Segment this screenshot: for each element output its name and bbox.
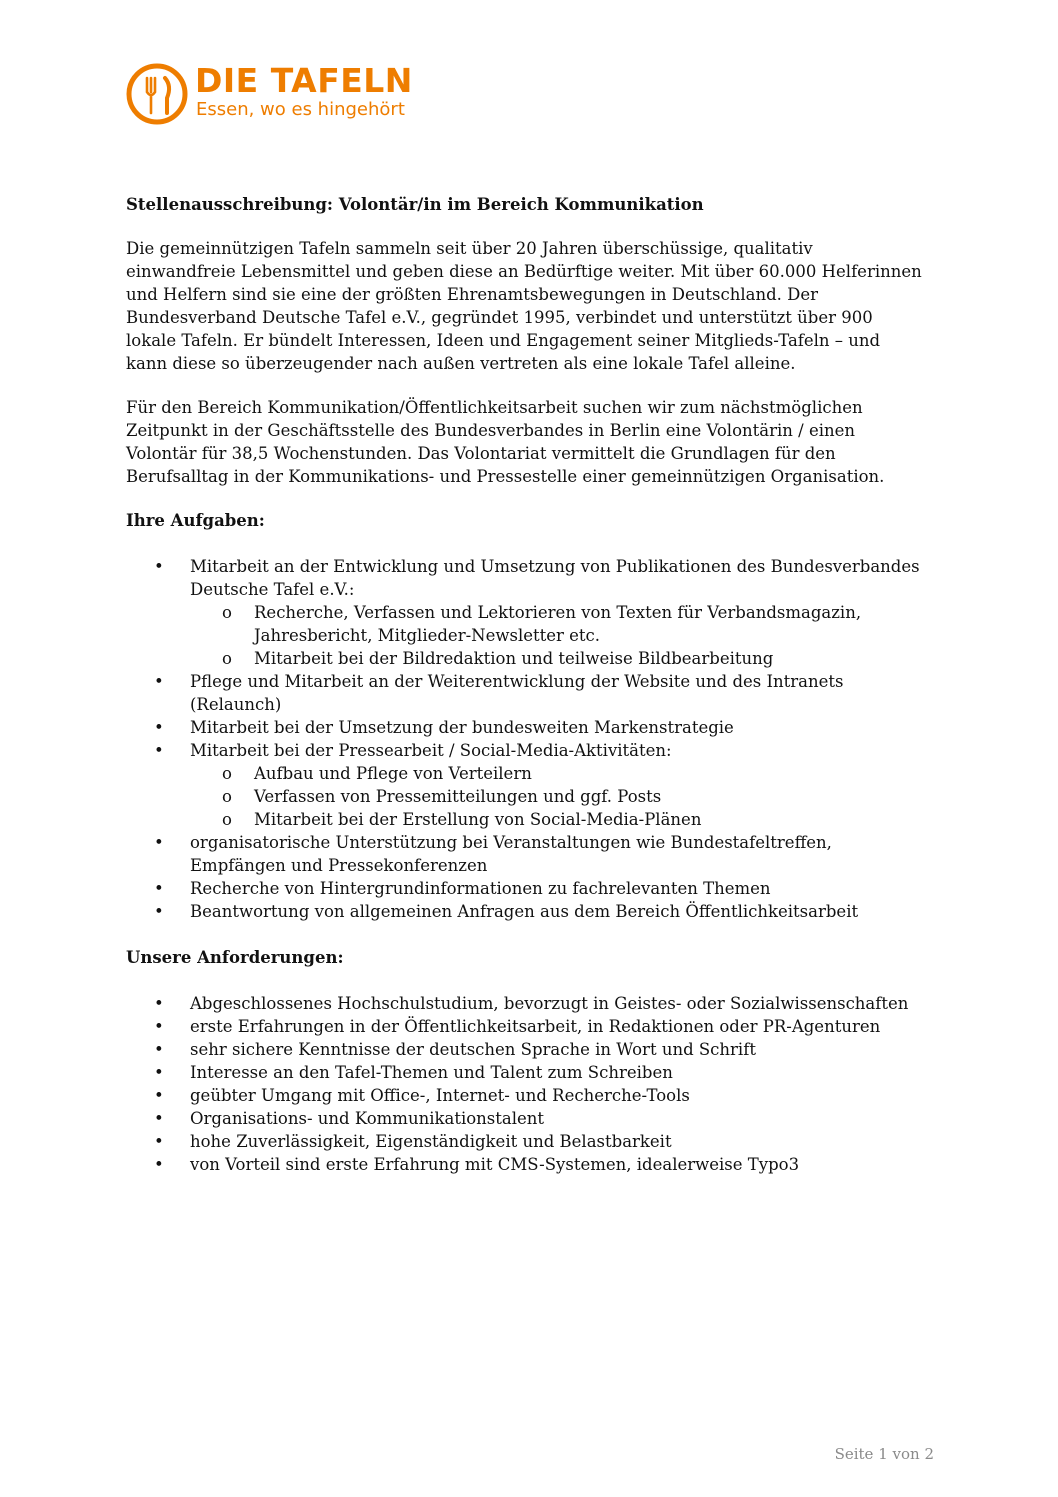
list-item-text: Mitarbeit bei der Pressearbeit / Social-Media-Aktivitäten: xyxy=(190,741,672,760)
list-item: • Pflege und Mitarbeit an der Weiterentwicklung der Website und des Intranets (Relaunch) xyxy=(126,670,926,716)
sub-list xyxy=(190,762,926,831)
sub-list-item: o Mitarbeit bei der Erstellung von Social-Media-Plänen xyxy=(190,808,926,831)
list-item: • von Vorteil sind erste Erfahrung mit CMS-Systemen, idealerweise Typo3 xyxy=(126,1153,926,1176)
tasks-title: Ihre Aufgaben: xyxy=(126,511,265,530)
fork-knife-circle-icon xyxy=(125,62,189,126)
list-item: • hohe Zuverlässigkeit, Eigenständigkeit und Belastbarkeit xyxy=(126,1130,926,1153)
logo-title: DIE TAFELN xyxy=(195,61,413,100)
list-item: • Recherche von Hintergrundinformationen zu fachrelevanten Themen xyxy=(126,877,926,900)
sub-list-item: o Aufbau und Pflege von Verteilern xyxy=(190,762,926,785)
intro-paragraph: Die gemeinnützigen Tafeln sammeln seit über 20 Jahren überschüssige, qualitativ einwandfreie Lebensmittel und geben diese an Bedürftige weiter. Mit über 60.000 Helferinnen und Helfern sind sie eine der größten Ehrenamtsbewegungen in Deutschland. Der Bundesverband Deutsche Tafel e.V., gegründet 1995, verbindet und unterstützt über 900 lokale Tafeln. Er bündelt Interessen, Ideen und Engagement seiner Mitglieds-Tafeln – und kann diese so überzeugender nach außen vertreten als eine lokale Tafel alleine. xyxy=(126,239,922,373)
list-item xyxy=(126,739,926,831)
sub-list-item: o Mitarbeit bei der Bildredaktion und teilweise Bildbearbeitung xyxy=(190,647,926,670)
list-item: • Interesse an den Tafel-Themen und Talent zum Schreiben xyxy=(126,1061,926,1084)
page-number: Seite 1 von 2 xyxy=(834,1445,934,1463)
list-item xyxy=(126,555,926,670)
list-item: • Organisations- und Kommunikationstalent xyxy=(126,1107,926,1130)
list-item-text: Mitarbeit an der Entwicklung und Umsetzung von Publikationen des Bundesverbandes Deutsche Tafel e.V.: xyxy=(190,557,920,599)
list-item: • geübter Umgang mit Office-, Internet- und Recherche-Tools xyxy=(126,1084,926,1107)
page-title: Stellenausschreibung: Volontär/in im Bereich Kommunikation xyxy=(126,195,704,214)
logo-tagline: Essen, wo es hingehört xyxy=(196,99,405,120)
sub-list-item: o Recherche, Verfassen und Lektorieren von Texten für Verbandsmagazin, Jahresbericht, Mitglieder-Newsletter etc. xyxy=(190,601,926,647)
position-paragraph: Für den Bereich Kommunikation/Öffentlichkeitsarbeit suchen wir zum nächstmöglichen Zeitpunkt in der Geschäftsstelle des Bundesverbandes in Berlin eine Volontärin / einen Volontär für 38,5 Wochenstunden. Das Volontariat vermittelt die Grundlagen für den Berufsalltag in der Kommunikations- und Pressestelle einer gemeinnützigen Organisation. xyxy=(126,398,885,486)
sub-list xyxy=(190,601,926,670)
list-item: • organisatorische Unterstützung bei Veranstaltungen wie Bundestafeltreffen, Empfängen und Pressekonferenzen xyxy=(126,831,926,877)
requirements-list xyxy=(126,992,926,1176)
list-item: • Beantwortung von allgemeinen Anfragen aus dem Bereich Öffentlichkeitsarbeit xyxy=(126,900,926,923)
list-item: • Abgeschlossenes Hochschulstudium, bevorzugt in Geistes- oder Sozialwissenschaften xyxy=(126,992,926,1015)
list-item: • sehr sichere Kenntnisse der deutschen Sprache in Wort und Schrift xyxy=(126,1038,926,1061)
tasks-list xyxy=(126,555,926,923)
logo xyxy=(125,62,425,132)
requirements-title: Unsere Anforderungen: xyxy=(126,948,344,967)
sub-list-item: o Verfassen von Pressemitteilungen und ggf. Posts xyxy=(190,785,926,808)
list-item: • Mitarbeit bei der Umsetzung der bundesweiten Markenstrategie xyxy=(126,716,926,739)
document-body xyxy=(126,193,926,1199)
list-item: • erste Erfahrungen in der Öffentlichkeitsarbeit, in Redaktionen oder PR-Agenturen xyxy=(126,1015,926,1038)
